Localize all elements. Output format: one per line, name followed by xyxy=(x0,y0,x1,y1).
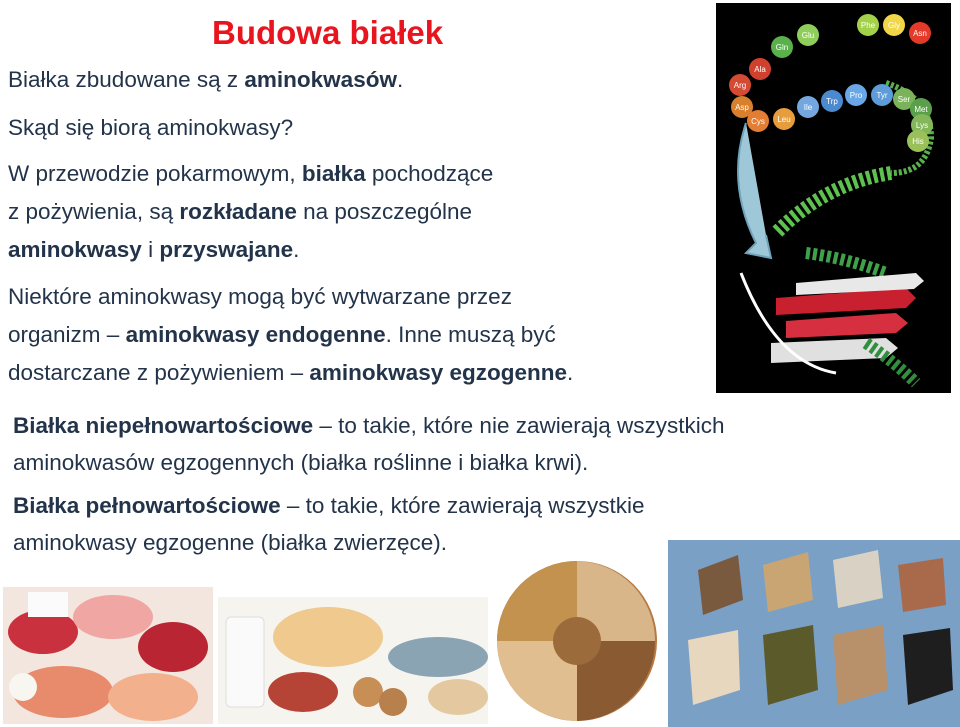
amino-acid-label: Phe xyxy=(860,21,876,30)
amino-acid-label: Pro xyxy=(849,91,863,100)
pelne-line-2: aminokwasy egzogenne (białka zwierzęce). xyxy=(13,530,447,555)
amino-acid-label: Cys xyxy=(751,117,765,126)
nuts-photo xyxy=(495,557,660,725)
meat-photo xyxy=(3,587,213,724)
text-line-4: z pożywienia, są rozkładane na poszczególne xyxy=(8,199,473,224)
dairy-fish-photo xyxy=(218,597,488,724)
slide-title: Budowa białek xyxy=(212,14,444,51)
niepelne-line-1: Białka niepełnowartościowe – to takie, które nie zawierają wszystkich xyxy=(13,413,725,438)
amino-acid-label: Asn xyxy=(913,29,927,38)
amino-acid-label: Tyr xyxy=(876,91,888,100)
niepelne-line-2: aminokwasów egzogennych (białka roślinne i białka krwi). xyxy=(13,450,589,475)
amino-acid-label: Arg xyxy=(733,81,747,90)
amino-acid-label: Ser xyxy=(897,95,911,104)
text-line-2: Skąd się biorą aminokwasy? xyxy=(8,115,294,140)
amino-acid-label: Met xyxy=(914,105,928,114)
amino-acid-label: Trp xyxy=(826,97,838,106)
protein-structure-image xyxy=(716,3,951,393)
legumes-photo xyxy=(668,540,960,727)
amino-acid-label: Gln xyxy=(775,43,789,52)
amino-acid-label: Ile xyxy=(803,103,813,112)
text-line-3: W przewodzie pokarmowym, białka pochodzące xyxy=(8,161,494,186)
pelne-line-1: Białka pełnowartościowe – to takie, które zawierają wszystkie xyxy=(13,493,645,518)
amino-acid-label: Leu xyxy=(777,115,791,124)
amino-acid-label: Ala xyxy=(754,65,766,74)
amino-acid-label: His xyxy=(912,137,924,146)
amino-acid-label: Glu xyxy=(801,31,815,40)
amino-acid-label: Asp xyxy=(735,103,749,112)
text-line-5: aminokwasy i przyswajane. xyxy=(8,237,300,262)
amino-acid-label: Lys xyxy=(915,121,929,130)
endo-line-2: organizm – aminokwasy endogenne. Inne muszą być xyxy=(8,322,556,347)
endo-line-3: dostarczane z pożywieniem – aminokwasy egzogenne. xyxy=(8,360,574,385)
text-line-1: Białka zbudowane są z aminokwasów. xyxy=(8,67,404,92)
endo-line-1: Niektóre aminokwasy mogą być wytwarzane przez xyxy=(8,284,512,309)
beta-sheet xyxy=(771,273,924,363)
amino-acid-label: Gly xyxy=(888,21,900,30)
